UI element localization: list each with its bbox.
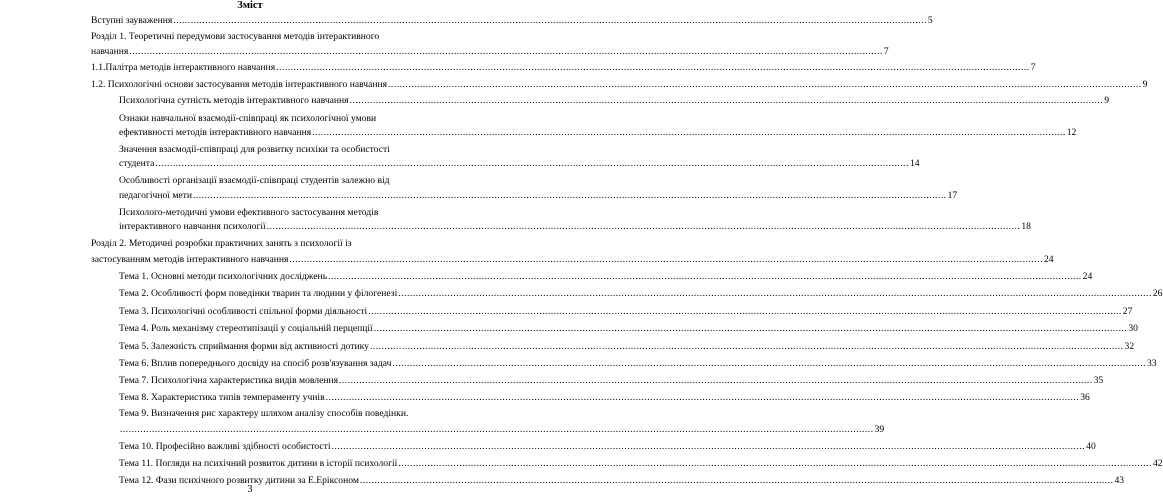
toc-entry-text: Значення взаємодії-співпраці для розвитку психіки та особистості (119, 144, 390, 155)
toc-entry[interactable] (119, 189, 958, 202)
toc-entry-text: 1.1.Палітра методів інтерактивного навчання (91, 62, 276, 73)
dot-leader (370, 341, 1124, 353)
toc-entry[interactable] (119, 374, 1104, 387)
dot-leader (339, 375, 1093, 387)
toc-entry-page: 35 (1093, 375, 1104, 386)
toc-entry-page: 39 (874, 424, 885, 435)
toc-entry-page: 24 (1043, 254, 1054, 265)
dot-leader (332, 441, 1086, 453)
toc-entry-page: 26 (1152, 288, 1163, 299)
toc-entry[interactable] (119, 94, 1109, 107)
toc-entry-page: 12 (1066, 127, 1077, 138)
toc-entry-first-line[interactable] (91, 238, 408, 251)
toc-entry-text: Вступні зауваження (91, 15, 173, 26)
toc-entry[interactable] (119, 287, 1163, 300)
dot-leader (312, 127, 1066, 139)
toc-entry-text-continued: застосуванням методів інтерактивного навчання (91, 254, 289, 265)
toc-entry-text: 1.2. Психологічні основи застосування методів інтерактивного навчання (91, 79, 388, 90)
toc-entry-page: 9 (1104, 95, 1109, 106)
dot-leader (155, 158, 909, 170)
toc-entry-text: Психолого-методичні умови ефективного застосування методів (119, 207, 379, 218)
toc-title: Зміст (237, 0, 263, 11)
toc-entry-text-continued: ефективності методів інтерактивного навчання (119, 127, 312, 138)
toc-entry-text: Тема 4. Роль механізму стереотипізації у соціальній перцепції (119, 323, 373, 334)
toc-entry[interactable] (119, 340, 1135, 353)
toc-entry-page: 27 (1122, 306, 1133, 317)
toc-entry[interactable] (119, 220, 1031, 233)
dot-leader (120, 424, 874, 436)
toc-entry-page: 24 (1082, 271, 1093, 282)
dot-leader (193, 190, 947, 202)
toc-entry-text: Психологічна сутність методів інтерактивного навчання (119, 95, 349, 106)
toc-entry[interactable] (91, 253, 1054, 266)
toc-entry[interactable] (91, 45, 889, 58)
toc-entry-text: Тема 8. Характеристика типів темпераменту учнів (119, 392, 325, 403)
toc-entry[interactable] (119, 322, 1138, 335)
toc-entry-text-continued: інтерактивного навчання психології (119, 221, 266, 232)
dot-leader (129, 46, 883, 58)
toc-entry-page: 43 (1114, 475, 1125, 486)
dot-leader (392, 358, 1146, 370)
dot-leader (326, 392, 1080, 404)
toc-entry-first-line[interactable] (119, 113, 408, 126)
toc-entry[interactable] (91, 14, 933, 27)
dot-leader (276, 62, 1030, 74)
toc-entry-page: 7 (883, 46, 889, 57)
dot-leader (289, 254, 1043, 266)
dot-leader (173, 15, 927, 27)
toc-entry-first-line[interactable] (119, 207, 408, 220)
dot-leader (368, 306, 1122, 318)
dot-leader (374, 323, 1128, 335)
toc-entry-page: 30 (1128, 323, 1138, 334)
toc-entry-page: 33 (1147, 358, 1157, 369)
dot-leader (398, 288, 1152, 300)
toc-entry-text: Тема 2. Особливості форм поведінки тварин та людини у філогенезі (119, 288, 398, 299)
toc-entry[interactable] (119, 440, 1096, 453)
toc-entry[interactable] (91, 61, 1036, 74)
toc-entry[interactable] (119, 423, 885, 436)
toc-entry-text: Розділ 2. Методичні розробки практичних занять з психології із (91, 238, 352, 249)
page-number: 3 (247, 484, 253, 495)
toc-entry[interactable] (91, 78, 1148, 91)
toc-entry-text-continued: навчання (91, 46, 129, 57)
toc-entry[interactable] (119, 357, 1157, 370)
toc-entry[interactable] (119, 305, 1133, 318)
toc-entry-first-line[interactable] (119, 175, 408, 188)
toc-entry-page: 17 (947, 190, 958, 201)
toc-entry-text: Тема 11. Погляди на психічний розвиток дитини в історії психології (119, 458, 398, 469)
toc-entry-text-continued: педагогічної мети (119, 190, 192, 201)
toc-entry-text: Ознаки навчальної взаємодії-співпраці як психологічної умови (119, 113, 377, 124)
toc-entry-page: 40 (1086, 441, 1096, 452)
toc-entry-text: Особливості організації взаємодії-співпраці студентів залежно від (119, 175, 390, 186)
toc-entry-page: 42 (1152, 458, 1163, 469)
toc-entry-first-line[interactable] (119, 144, 408, 157)
toc-entry-page: 9 (1142, 79, 1148, 90)
toc-entry-first-line[interactable] (91, 31, 408, 44)
toc-entry-text-continued: студента (119, 158, 155, 169)
toc-entry-text: Тема 7. Психологічна характеристика видів мовлення (119, 375, 339, 386)
toc-entry-text: Розділ 1. Теоретичні передумови застосування методів інтерактивного (91, 31, 380, 42)
toc-entry-text: Тема 9. Визначення рис характеру шляхом аналізу способів поведінки. (119, 408, 409, 419)
toc-entry[interactable] (119, 126, 1077, 139)
toc-entry-first-line[interactable] (119, 408, 408, 421)
toc-entry[interactable] (119, 270, 1093, 283)
toc-entry-page: 36 (1080, 392, 1090, 403)
dot-leader (328, 271, 1082, 283)
toc-entry-page: 32 (1124, 341, 1135, 352)
toc-entry-text: Тема 10. Професійно важливі здібності особистості (119, 441, 331, 452)
dot-leader (388, 79, 1142, 91)
toc-entry[interactable] (119, 391, 1090, 404)
toc-entry-text: Тема 3. Психологічні особливості спільної форми діяльності (119, 306, 368, 317)
dot-leader (350, 95, 1104, 107)
toc-entry-page: 5 (927, 15, 933, 26)
toc-entry-page: 7 (1030, 62, 1036, 73)
toc-entry[interactable] (119, 457, 1163, 470)
dot-leader (398, 458, 1152, 470)
toc-entry[interactable] (119, 157, 920, 170)
toc-entry-page: 18 (1021, 221, 1031, 232)
toc-entry-text: Тема 5. Залежність сприймання форми від активності дотику (119, 341, 369, 352)
toc-entry-page: 14 (909, 158, 920, 169)
dot-leader (267, 221, 1021, 233)
toc-entry-text: Тема 6. Вплив попереднього досвіду на спосіб розв'язування задач (119, 358, 392, 369)
toc-entry-text: Тема 1. Основні методи психологічних досліджень (119, 271, 328, 282)
toc-entry-text: Тема 12. Фази психічного розвитку дитини за Е.Еріксоном (119, 475, 359, 486)
